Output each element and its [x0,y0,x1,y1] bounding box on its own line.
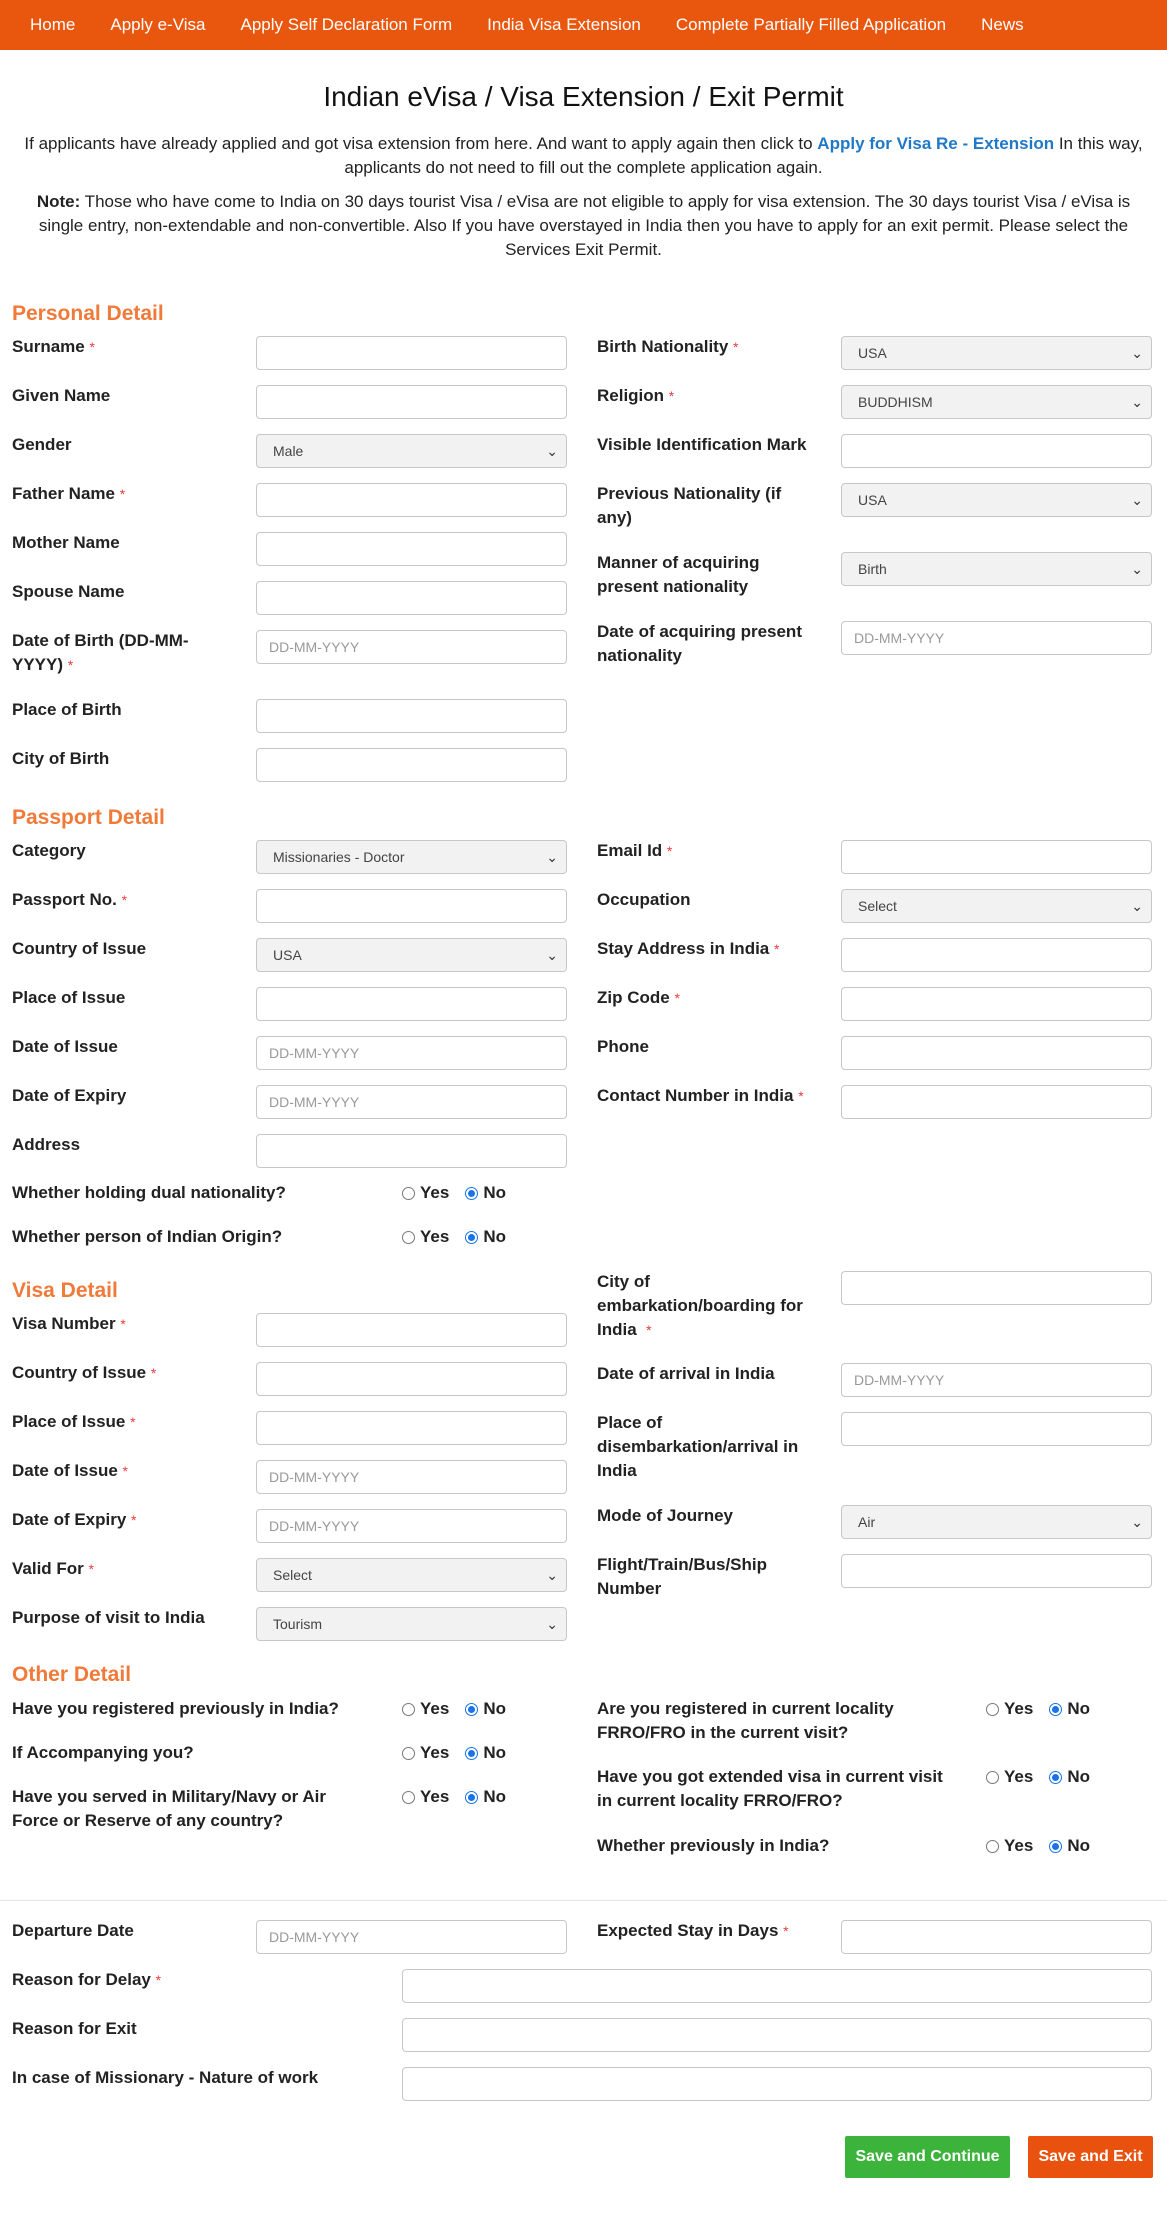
radio-selected-icon[interactable] [465,1791,478,1804]
radio-icon[interactable] [986,1840,999,1853]
purpose-label: Purpose of visit to India [12,1608,205,1627]
radio-selected-icon[interactable] [465,1187,478,1200]
chevron-down-icon: ⌄ [1131,394,1143,410]
visa-detail-heading: Visa Detail [12,1279,118,1302]
radio-icon[interactable] [402,1703,415,1716]
birth-nationality-select[interactable]: USA ⌄ [841,336,1152,370]
military-radios [402,1785,522,1809]
radio-selected-icon[interactable] [465,1747,478,1760]
dob-input[interactable]: DD-MM-YYYY [256,630,567,664]
chevron-down-icon: ⌄ [1131,561,1143,577]
passport-no-label: Passport No. * [12,890,128,909]
military-label: Have you served in Military/Navy or Air Force or Reserve of any country? [12,1787,326,1830]
extended-visa-radios [986,1765,1106,1789]
re-extension-link[interactable]: Apply for Visa Re - Extension [817,134,1055,153]
extended-visa-label: Have you got extended visa in current visit in current locality FRRO/FRO? [597,1767,943,1810]
valid-for-label: Valid For * [12,1559,94,1578]
given-name-input[interactable] [256,385,567,419]
date-acquiring-input[interactable]: DD-MM-YYYY [841,621,1152,655]
visa-country-label: Country of Issue * [12,1363,157,1382]
intro-text: If applicants have already applied and got visa extension from here. And want to apply again then click to Apply for Visa Re - Extension In this way, applicants do not need to fill out the complete application again. [24,134,1143,177]
contact-label: Contact Number in India * [597,1086,804,1105]
indian-origin-radios [402,1225,522,1249]
page-title: Indian eVisa / Visa Extension / Exit Permit [323,81,844,112]
radio-selected-icon[interactable] [1049,1840,1062,1853]
missionary-input[interactable] [402,2067,1152,2101]
nav-home[interactable]: Home [30,15,76,34]
occupation-label: Occupation [597,890,691,909]
visible-mark-label: Visible Identification Mark [597,435,807,454]
stay-address-label: Stay Address in India * [597,939,780,958]
chevron-down-icon: ⌄ [546,849,558,865]
contact-input[interactable] [841,1085,1152,1119]
birth-nationality-label: Birth Nationality * [597,337,739,356]
registered-current-label: Are you registered in current locality FRRO/FRO in the current visit? [597,1699,894,1742]
indian-origin-label: Whether person of Indian Origin? [12,1227,283,1246]
section-divider [0,1900,1167,1901]
passport-country-select[interactable]: USA ⌄ [256,938,567,972]
surname-label: Surname * [12,337,95,356]
radio-icon[interactable] [402,1187,415,1200]
mode-journey-label: Mode of Journey [597,1506,734,1525]
military-no-option[interactable]: No [465,1785,506,1809]
visa-issue-date-input[interactable]: DD-MM-YYYY [256,1460,567,1494]
father-name-label: Father Name * [12,484,126,503]
accompanying-label: If Accompanying you? [12,1743,194,1762]
chevron-down-icon: ⌄ [1131,1514,1143,1530]
radio-selected-icon[interactable] [1049,1771,1062,1784]
chevron-down-icon: ⌄ [1131,345,1143,361]
reg-prev-yes-option[interactable]: Yes [402,1697,449,1721]
reason-exit-label: Reason for Exit [12,2019,137,2038]
missionary-label: In case of Missionary - Nature of work [12,2068,319,2087]
origin-yes-option[interactable]: Yes [402,1225,449,1249]
expected-stay-label: Expected Stay in Days * [597,1921,789,1940]
place-disembarkation-label: Place of disembarkation/arrival in India [597,1413,799,1480]
stay-address-input[interactable] [841,938,1152,972]
phone-input[interactable] [841,1036,1152,1070]
nav-visa-extension[interactable]: India Visa Extension [487,15,641,34]
purpose-select[interactable]: Tourism ⌄ [256,1607,567,1641]
passport-place-label: Place of Issue [12,988,126,1007]
email-label: Email Id * [597,841,673,860]
passport-detail-heading: Passport Detail [12,806,165,829]
manner-label: Manner of acquiring present nationality [597,553,760,596]
zip-label: Zip Code * [597,988,680,1007]
radio-selected-icon[interactable] [1049,1703,1062,1716]
nav-partial-application[interactable]: Complete Partially Filled Application [675,15,947,34]
registered-current-radios [986,1697,1106,1721]
passport-expiry-label: Date of Expiry [12,1086,127,1105]
visa-number-input[interactable] [256,1313,567,1347]
departure-date-label: Departure Date [12,1921,134,1940]
accomp-no-option[interactable]: No [465,1741,506,1765]
address-input[interactable] [256,1134,567,1168]
radio-icon[interactable] [986,1771,999,1784]
ext-no-option[interactable]: No [1049,1765,1090,1789]
departure-date-input[interactable]: DD-MM-YYYY [256,1920,567,1954]
address-label: Address [12,1135,81,1154]
accomp-yes-option[interactable]: Yes [402,1741,449,1765]
visa-number-label: Visa Number * [12,1314,126,1333]
city-of-birth-input[interactable] [256,748,567,782]
visa-issue-date-label: Date of Issue * [12,1461,128,1480]
reason-delay-input[interactable] [402,1969,1152,2003]
dual-no-option[interactable]: No [465,1181,506,1205]
category-select[interactable]: Missionaries - Doctor ⌄ [256,840,567,874]
flight-number-label: Flight/Train/Bus/Ship Number [597,1555,767,1598]
radio-icon[interactable] [402,1231,415,1244]
email-input[interactable] [841,840,1152,874]
gender-select[interactable]: Male ⌄ [256,434,567,468]
note-text: Note: Those who have come to India on 30 days tourist Visa / eVisa are not eligible to apply for visa extension. The 30 days tourist Visa / eVisa is single entry, non-extendable and non-convertible. Also If you have overstayed in India then you have to apply for an exit permit. Please select the Services Exit Permit. [36,192,1131,259]
nav-apply-evisa[interactable]: Apply e-Visa [110,15,206,34]
zip-input[interactable] [841,987,1152,1021]
surname-input[interactable] [256,336,567,370]
prev-nationality-label: Previous Nationality (if any) [597,484,782,527]
reg-prev-no-option[interactable]: No [465,1697,506,1721]
previously-india-label: Whether previously in India? [597,1836,830,1855]
radio-icon[interactable] [402,1791,415,1804]
religion-select[interactable]: BUDDHISM ⌄ [841,385,1152,419]
place-disembarkation-input[interactable] [841,1412,1152,1446]
phone-label: Phone [597,1037,649,1056]
visa-expiry-label: Date of Expiry * [12,1510,137,1529]
registered-prev-radios [402,1697,522,1721]
place-of-birth-input[interactable] [256,699,567,733]
ext-yes-option[interactable]: Yes [986,1765,1033,1789]
chevron-down-icon: ⌄ [546,947,558,963]
reason-delay-label: Reason for Delay * [12,1970,162,1989]
visa-expiry-input[interactable]: DD-MM-YYYY [256,1509,567,1543]
reg-cur-yes-option[interactable]: Yes [986,1697,1033,1721]
religion-label: Religion * [597,386,675,405]
gender-label: Gender [12,435,72,454]
given-name-label: Given Name [12,386,111,405]
date-acquiring-label: Date of acquiring present nationality [597,622,802,665]
city-of-birth-label: City of Birth [12,749,110,768]
mother-name-label: Mother Name [12,533,120,552]
passport-country-label: Country of Issue [12,939,147,958]
radio-selected-icon[interactable] [465,1231,478,1244]
mode-journey-select[interactable]: Air ⌄ [841,1505,1152,1539]
passport-place-input[interactable] [256,987,567,1021]
radio-icon[interactable] [986,1703,999,1716]
reason-exit-input[interactable] [402,2018,1152,2052]
prev-nationality-select[interactable]: USA ⌄ [841,483,1152,517]
other-detail-heading: Other Detail [12,1663,132,1686]
reg-cur-no-option[interactable]: No [1049,1697,1090,1721]
dual-nationality-radios [402,1181,522,1205]
city-embarkation-label: City of embarkation/boarding for India * [597,1272,803,1339]
origin-no-option[interactable]: No [465,1225,506,1249]
occupation-select[interactable]: Select ⌄ [841,889,1152,923]
dual-yes-option[interactable]: Yes [402,1181,449,1205]
city-embarkation-input[interactable] [841,1271,1152,1305]
spouse-name-label: Spouse Name [12,582,125,601]
mother-name-input[interactable] [256,532,567,566]
nav-self-declaration[interactable]: Apply Self Declaration Form [240,15,453,34]
military-yes-option[interactable]: Yes [402,1785,449,1809]
registered-prev-label: Have you registered previously in India? [12,1699,339,1718]
passport-issue-date-label: Date of Issue [12,1037,118,1056]
father-name-input[interactable] [256,483,567,517]
chevron-down-icon: ⌄ [546,443,558,459]
valid-for-select[interactable]: Select ⌄ [256,1558,567,1592]
radio-selected-icon[interactable] [465,1703,478,1716]
prev-india-yes-option[interactable]: Yes [986,1834,1033,1858]
radio-icon[interactable] [402,1747,415,1760]
flight-number-input[interactable] [841,1554,1152,1588]
chevron-down-icon: ⌄ [546,1567,558,1583]
spouse-name-input[interactable] [256,581,567,615]
passport-expiry-input[interactable]: DD-MM-YYYY [256,1085,567,1119]
previously-india-radios [986,1834,1106,1858]
passport-issue-date-input[interactable]: DD-MM-YYYY [256,1036,567,1070]
visible-mark-input[interactable] [841,434,1152,468]
save-exit-button[interactable]: Save and Exit [1028,2136,1153,2178]
save-continue-button[interactable]: Save and Continue [845,2136,1010,2178]
visa-place-label: Place of Issue * [12,1412,136,1431]
dob-label: Date of Birth (DD-MM- YYYY) * [12,631,189,674]
category-label: Category [12,841,86,860]
place-of-birth-label: Place of Birth [12,700,122,719]
chevron-down-icon: ⌄ [546,1616,558,1632]
arrival-date-label: Date of arrival in India [597,1364,775,1383]
prev-india-no-option[interactable]: No [1049,1834,1090,1858]
chevron-down-icon: ⌄ [1131,898,1143,914]
chevron-down-icon: ⌄ [1131,492,1143,508]
visa-country-input[interactable] [256,1362,567,1396]
arrival-date-input[interactable]: DD-MM-YYYY [841,1363,1152,1397]
accompanying-radios [402,1741,522,1765]
personal-detail-heading: Personal Detail [12,302,164,325]
dual-nationality-label: Whether holding dual nationality? [12,1183,286,1202]
nav-news[interactable]: News [981,15,1024,34]
passport-no-input[interactable] [256,889,567,923]
visa-place-input[interactable] [256,1411,567,1445]
manner-select[interactable]: Birth ⌄ [841,552,1152,586]
